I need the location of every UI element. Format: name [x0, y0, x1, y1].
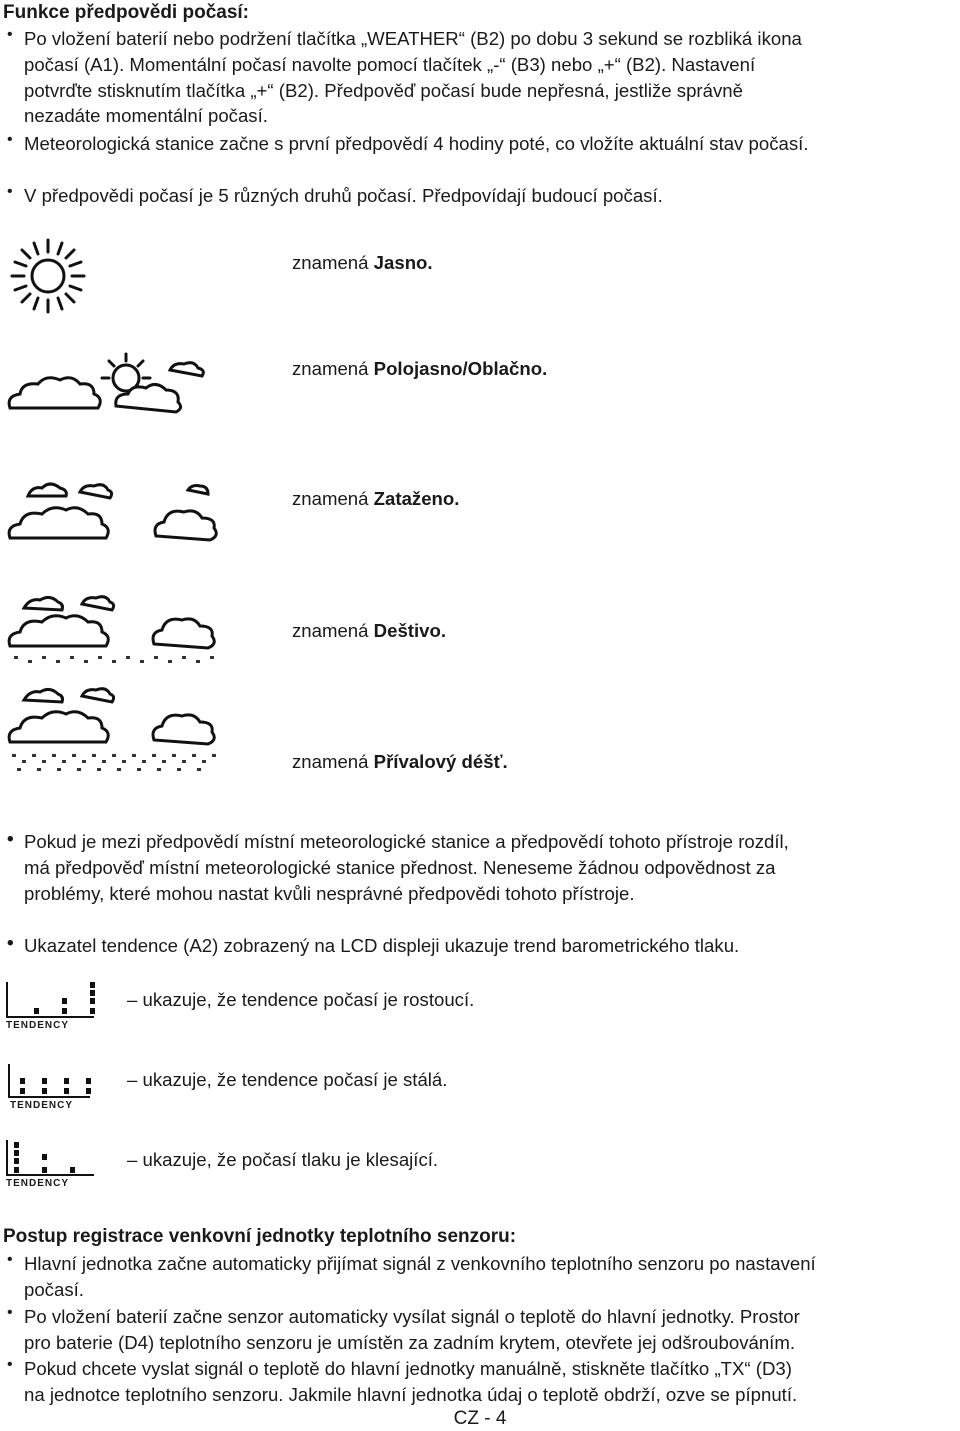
paragraph-line: potvrďte stisknutím tlačítka „+“ (B2). Předpověď počasí bude nepřesná, jestliže správně	[24, 80, 743, 101]
tendency-rising-icon	[4, 980, 100, 1032]
bullet: •	[7, 933, 14, 954]
partly-cloudy-icon	[4, 348, 224, 420]
tendency-caption: TENDENCY	[6, 1178, 70, 1189]
tendency-steady-icon	[6, 1062, 102, 1112]
paragraph-line: má předpověď místní meteorologické stanice přednost. Neneseme žádnou odpovědnost za	[24, 857, 776, 878]
weather-label-overcast: znamená Zataženo.	[292, 488, 460, 509]
paragraph-line: Po vložení baterií nebo podržení tlačítka „WEATHER“ (B2) po dobu 3 sekund se rozbliká ikona	[24, 28, 802, 49]
cloudy-icon	[4, 478, 224, 548]
paragraph-line: Ukazatel tendence (A2) zobrazený na LCD displeji ukazuje trend barometrického tlaku.	[24, 935, 740, 956]
paragraph-line: problémy, které mohou nastat kvůli nesprávné předpovědi tohoto přístroje.	[24, 883, 635, 904]
paragraph-line: počasí (A1). Momentální počasí navolte pomocí tlačítek „-“ (B3) nebo „+“ (B2). Nastavení	[24, 54, 756, 75]
bullet: •	[7, 26, 13, 43]
tendency-steady-text: – ukazuje, že tendence počasí je stálá.	[127, 1069, 448, 1090]
bullet: •	[7, 131, 13, 148]
paragraph-line: V předpovědi počasí je 5 různých druhů počasí. Předpovídají budoucí počasí.	[24, 185, 663, 206]
tendency-falling-icon	[4, 1138, 100, 1190]
weather-label-rain: znamená Deštivo.	[292, 620, 447, 641]
heavy-rain-icon	[4, 684, 224, 784]
section-heading-registration: Postup registrace venkovní jednotky teplotního senzoru:	[3, 1226, 517, 1247]
page-number: CZ - 4	[453, 1408, 507, 1429]
bullet: •	[7, 1304, 13, 1321]
paragraph-line: Pokud chcete vyslat signál o teplotě do hlavní jednotky manuálně, stiskněte tlačítko „TX“ (D3)	[24, 1358, 792, 1379]
bullet: •	[7, 829, 14, 850]
bullet: •	[7, 183, 13, 200]
section-heading-forecast: Funkce předpovědi počasí:	[3, 2, 249, 23]
rain-icon	[4, 592, 224, 672]
bullet: •	[7, 1356, 13, 1373]
paragraph-line: Meteorologická stanice začne s první předpovědí 4 hodiny poté, co vložíte aktuální stav počasí.	[24, 133, 809, 154]
bullet: •	[7, 1251, 13, 1268]
tendency-caption: TENDENCY	[6, 1020, 70, 1031]
paragraph-line: počasí.	[24, 1279, 84, 1300]
tendency-falling-text: – ukazuje, že počasí tlaku je klesající.	[127, 1149, 439, 1170]
paragraph-line: pro baterie (D4) teplotního senzoru je umístěn za zadním krytem, otevřete jej odšroubováním.	[24, 1332, 795, 1353]
paragraph-line: Pokud je mezi předpovědí místní meteorologické stanice a předpovědí tohoto přístroje rozdíl,	[24, 831, 789, 852]
paragraph-line: Po vložení baterií začne senzor automaticky vysílat signál o teplotě do hlavní jednotky. Prostor	[24, 1306, 800, 1327]
paragraph-line: nezadáte momentální počasí.	[24, 105, 268, 126]
paragraph-line: na jednotce teplotního senzoru. Jakmile hlavní jednotka údaj o teplotě obdrží, ozve se pípnutí.	[24, 1384, 798, 1405]
weather-label-heavy-rain: znamená Přívalový déšť.	[292, 751, 508, 772]
paragraph-line: Hlavní jednotka začne automaticky přijímat signál z venkovního teplotního senzoru po nastavení	[24, 1253, 816, 1274]
tendency-caption: TENDENCY	[10, 1100, 74, 1111]
weather-label-clear: znamená Jasno.	[292, 252, 433, 273]
tendency-rising-text: – ukazuje, že tendence počasí je rostoucí.	[127, 989, 475, 1010]
weather-label-partly-cloudy: znamená Polojasno/Oblačno.	[292, 358, 548, 379]
sun-icon	[8, 236, 88, 316]
